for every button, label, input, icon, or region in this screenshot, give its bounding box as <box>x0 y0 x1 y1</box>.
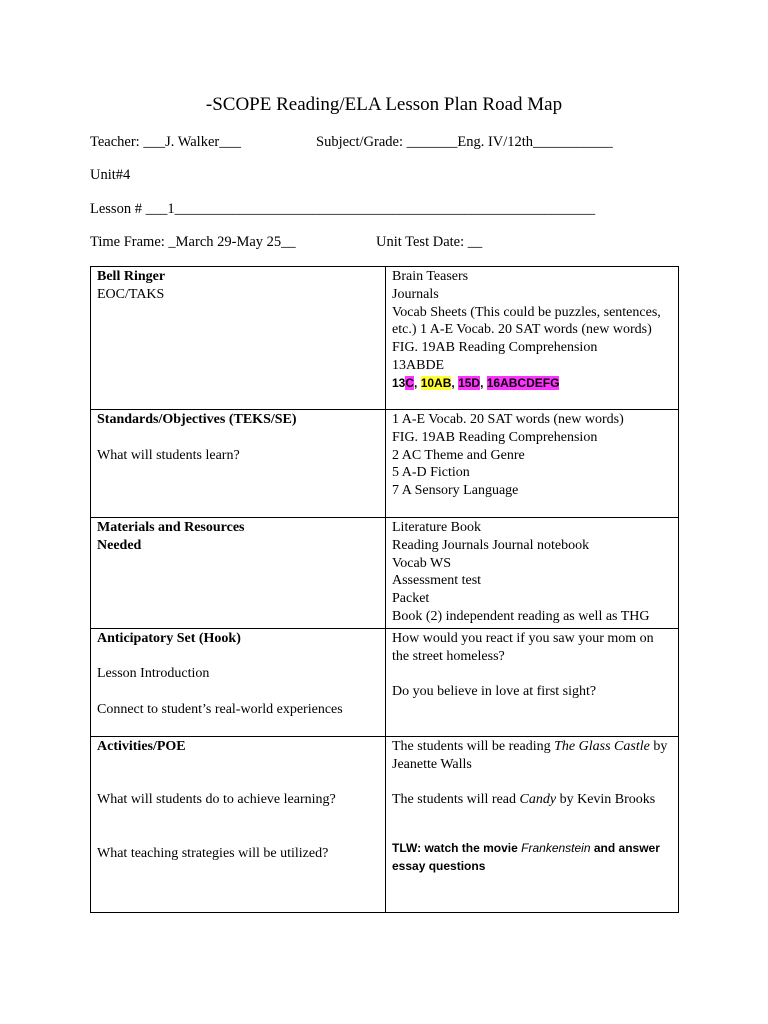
materials-label-cell <box>91 518 386 629</box>
list-item: Reading Journals Journal notebook <box>392 537 590 553</box>
list-item: Vocab Sheets (This could be puzzles, sentences, etc.) 1 A-E Vocab. 20 SAT words (new words) <box>392 304 661 338</box>
activities-question-1: What will students do to achieve learning? <box>97 792 336 808</box>
unit-test-date-field: Unit Test Date: __ <box>376 234 483 250</box>
standards-content-cell <box>386 410 679 518</box>
list-item: Brain Teasers <box>392 269 469 284</box>
list-item: Vocab WS <box>392 555 451 571</box>
list-item: Book (2) independent reading as well as THG <box>392 608 650 624</box>
list-item: FIG. 19AB Reading Comprehension <box>392 340 598 356</box>
standards-heading: Standards/Objectives (TEKS/SE) <box>97 412 297 427</box>
list-item: 13ABDE <box>392 357 445 373</box>
list-item: Journals <box>392 286 439 302</box>
list-item: 2 AC Theme and Genre <box>392 447 525 463</box>
standards-label-cell <box>91 410 386 518</box>
list-item: 5 A-D Fiction <box>392 465 470 481</box>
real-world-label: Connect to student’s real-world experiences <box>97 701 343 717</box>
materials-heading-2: Needed <box>97 537 142 553</box>
hook-question-2: Do you believe in love at first sight? <box>392 684 597 700</box>
unit-field: Unit#4 <box>90 167 131 183</box>
separator: , <box>451 375 459 390</box>
activities-content-cell <box>386 736 679 912</box>
activity-1 <box>392 738 672 774</box>
separator: , <box>414 375 421 390</box>
table-row <box>91 518 679 629</box>
subject-grade-field: Subject/Grade: _______Eng. IV/12th___________ <box>316 134 613 150</box>
activities-question-2: What teaching strategies will be utilized? <box>97 845 329 861</box>
activity-2-text: The students will read <box>392 792 520 808</box>
list-item: Packet <box>392 591 430 607</box>
book-title: Candy <box>519 792 557 808</box>
bell-ringer-label-cell <box>91 267 386 410</box>
activity-3-task: and answer essay questions <box>392 840 660 873</box>
time-frame-field: Time Frame: _March 29-May 25__ <box>90 234 296 250</box>
teacher-field: Teacher: ___J. Walker___ <box>90 134 241 150</box>
bell-ringer-content-cell <box>386 267 679 410</box>
table-row <box>91 736 679 912</box>
anticipatory-label-cell <box>91 628 386 736</box>
teks-highlight-line <box>392 375 672 393</box>
activity-3 <box>392 839 672 875</box>
book-title: The Glass Castle <box>554 738 650 754</box>
table-row <box>91 628 679 736</box>
materials-heading-1: Materials and Resources <box>97 520 245 535</box>
hook-question-1: How would you react if you saw your mom on the street homeless? <box>392 630 654 664</box>
page-title: -SCOPE Reading/ELA Lesson Plan Road Map <box>205 94 563 115</box>
table-row <box>91 410 679 518</box>
activity-2-author: by Kevin Brooks <box>556 792 656 808</box>
movie-title: Frankenstein <box>521 840 591 855</box>
lesson-field: Lesson # ___1__________________________________________________________ <box>90 201 596 217</box>
activities-heading: Activities/POE <box>97 738 186 754</box>
activity-2 <box>392 791 672 809</box>
anticipatory-content-cell <box>386 628 679 736</box>
lesson-plan-table <box>90 266 679 913</box>
materials-content-cell <box>386 518 679 629</box>
table-row <box>91 267 679 410</box>
activities-label-cell <box>91 736 386 912</box>
list-item: 7 A Sensory Language <box>392 483 519 499</box>
teks-10ab-highlight: 10AB <box>420 375 452 390</box>
bell-ringer-heading: Bell Ringer <box>97 269 166 284</box>
activity-1-text: The students will be reading <box>392 738 555 754</box>
separator: , <box>480 375 487 390</box>
activity-1-author: by Jeanette Walls <box>392 738 668 772</box>
bell-ringer-sub: EOC/TAKS <box>97 286 165 302</box>
lesson-introduction-label: Lesson Introduction <box>97 666 210 682</box>
teks-13c-highlight: C <box>405 375 415 390</box>
list-item: Assessment test <box>392 573 482 589</box>
teks-16-highlight: 16ABCDEFG <box>486 375 560 390</box>
teks-13: 13 <box>392 375 406 390</box>
list-item: Literature Book <box>392 520 482 535</box>
list-item: 1 A-E Vocab. 20 SAT words (new words) <box>392 412 624 427</box>
activity-3-text: TLW: watch the movie <box>392 840 522 855</box>
standards-question: What will students learn? <box>97 447 240 463</box>
teks-15d-highlight: 15D <box>458 375 481 390</box>
list-item: FIG. 19AB Reading Comprehension <box>392 429 598 445</box>
anticipatory-heading: Anticipatory Set (Hook) <box>97 630 241 646</box>
